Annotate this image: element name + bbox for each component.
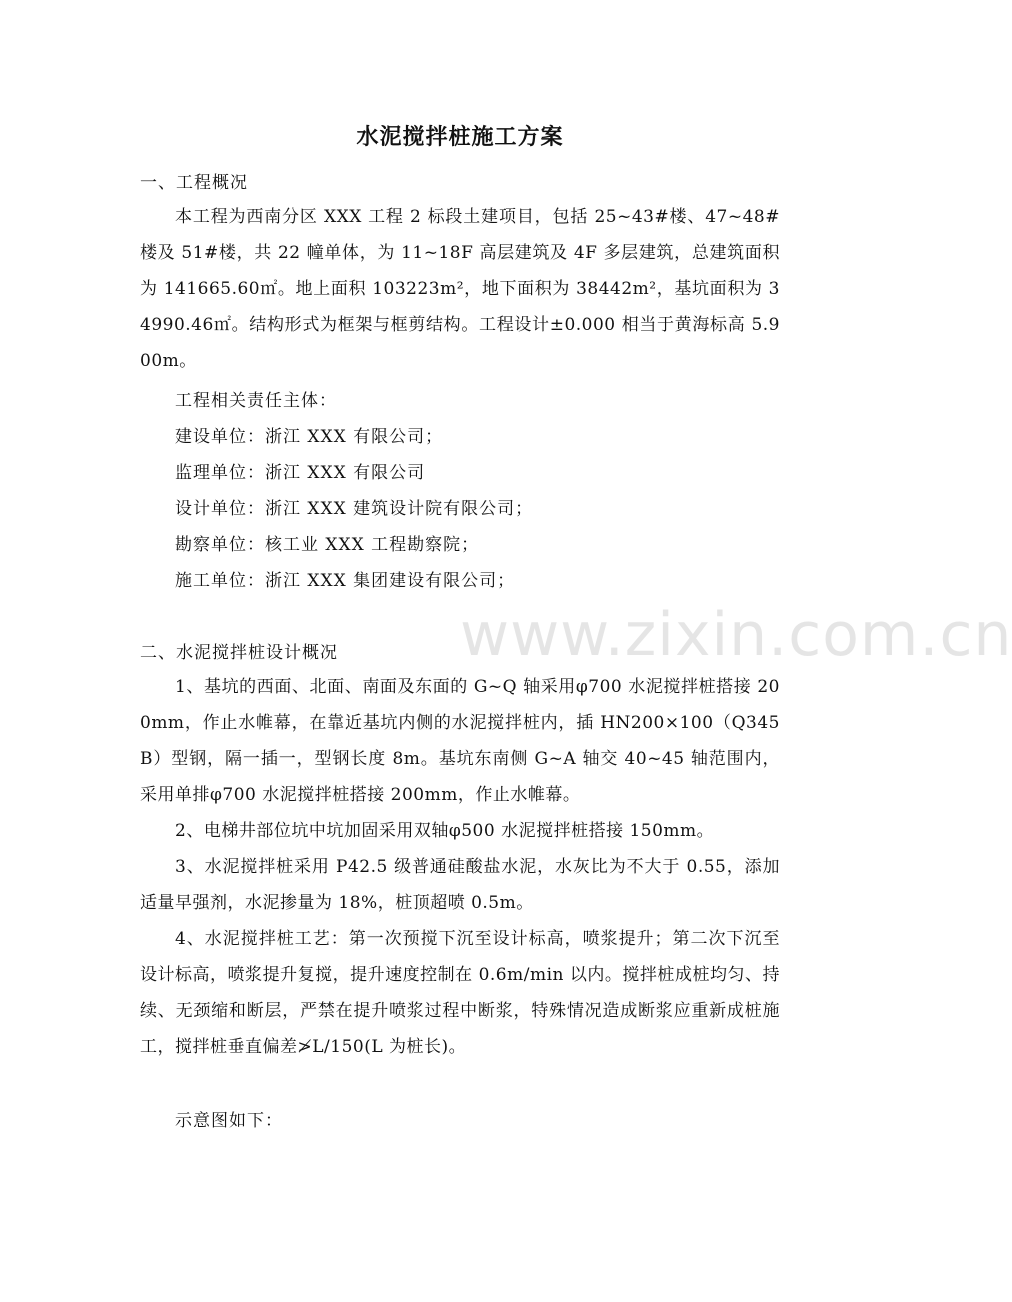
party-survey-unit: 勘察单位：核工业 XXX 工程勘察院； [175,535,480,555]
section2-paragraph-1: 1、基坑的西面、北面、南面及东面的 G~Q 轴采用φ700 水泥搅拌桩搭接 200mm，作止水帷幕，在靠近基坑内侧的水泥搅拌桩内，插 HN200×100（Q345B）型钢，隔一插一，型钢长度 8m。基坑东南侧 G~A 轴交 40~45 轴范围内，采用单排φ700 水泥搅拌桩搭接 200mm，作止水帷幕。 [140,677,780,805]
section2-paragraph-3: 3、水泥搅拌桩采用 P42.5 级普通硅酸盐水泥，水灰比为不大于 0.55，添加适量早强剂，水泥掺量为 18%，桩顶超喷 0.5m。 [140,857,780,913]
section2-heading: 二、水泥搅拌桩设计概况 [140,643,338,663]
section1-intro: 本工程为西南分区 XXX 工程 2 标段土建项目，包括 25~43#楼、47~48#楼及 51#楼，共 22 幢单体，为 11~18F 高层建筑及 4F 多层建筑，总建筑面积为 141665.60㎡。地上面积 103223m²，地下面积为 38442m²，基坑面积为 34990.46㎡。结构形式为框架与框剪结构。工程设计±0.000 相当于黄海标高 5.900m。 [140,207,780,371]
section2-paragraph-2: 2、电梯井部位坑中坑加固采用双轴φ500 水泥搅拌桩搭接 150mm。 [175,821,715,841]
section2-paragraph-4: 4、水泥搅拌桩工艺：第一次预搅下沉至设计标高，喷浆提升；第二次下沉至设计标高，喷浆提升复搅，提升速度控制在 0.6m/min 以内。搅拌桩成桩均匀、持续、无颈缩和断层，严禁在提升喷浆过程中断浆，特殊情况造成断浆应重新成桩施工，搅拌桩垂直偏差≯L/150(L 为桩长)。 [140,929,780,1057]
party-design-unit: 设计单位：浙江 XXX 建筑设计院有限公司； [175,499,534,519]
party-contractor-unit: 施工单位：浙江 XXX 集团建设有限公司； [175,571,516,591]
section1-heading: 一、工程概况 [140,173,248,193]
document-title: 水泥搅拌桩施工方案 [356,124,564,150]
party-supervision-unit: 监理单位：浙江 XXX 有限公司 [175,463,426,483]
party-construction-unit: 建设单位：浙江 XXX 有限公司； [175,427,444,447]
parties-label: 工程相关责任主体： [175,391,337,411]
diagram-label: 示意图如下： [175,1111,283,1131]
watermark: www.zixin.com.cn [460,600,1012,670]
